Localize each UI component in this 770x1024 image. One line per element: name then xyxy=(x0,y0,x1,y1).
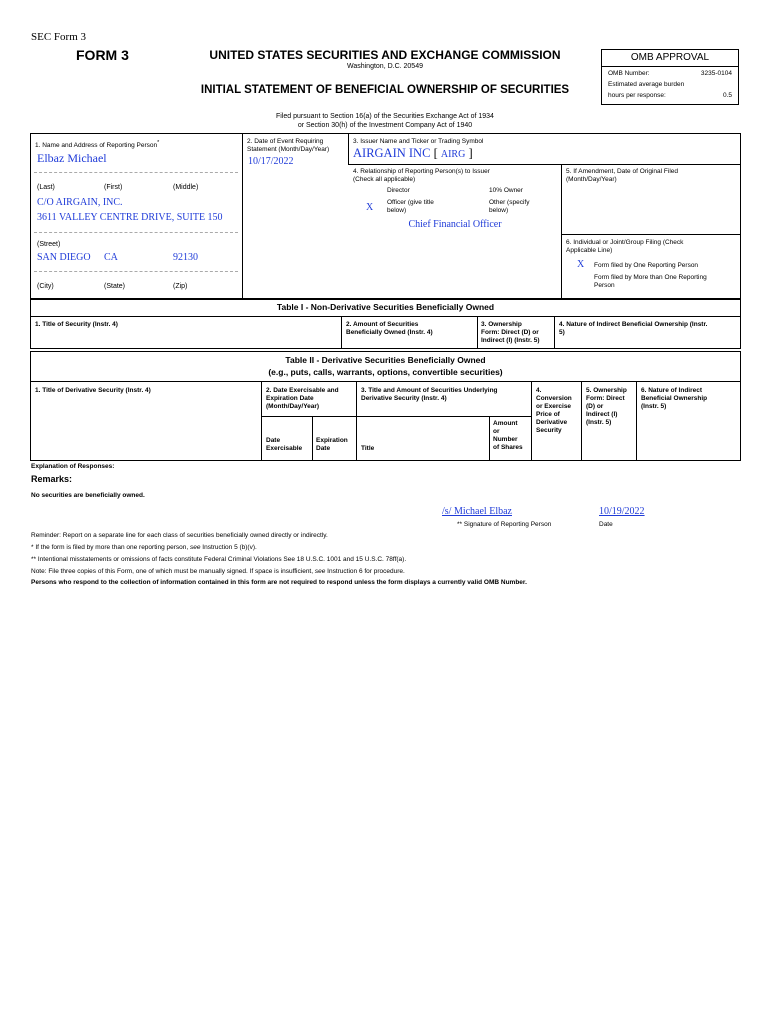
table1-col4-line1: 4. Nature of Indirect Beneficial Ownership (Instr. xyxy=(559,321,708,328)
box4-label-line2: (Check all applicable) xyxy=(353,176,416,183)
table2-col4-line2: Conversion xyxy=(536,395,572,402)
officer-label-line2: below) xyxy=(387,207,407,214)
signature-date: 10/19/2022 xyxy=(599,506,645,517)
omb-hours-value: 0.5 xyxy=(722,92,732,99)
table2-title-line2: (e.g., puts, calls, warrants, options, convertible securities) xyxy=(268,367,503,377)
omb-hours-label: hours per response: xyxy=(608,92,666,99)
amount-shares-line3: Number xyxy=(493,436,518,443)
officer-title: Chief Financial Officer xyxy=(408,219,502,230)
box6-label-line1: 6. Individual or Joint/Group Filing (Check xyxy=(566,239,684,246)
sec-form-label: SEC Form 3 xyxy=(31,31,87,43)
table2-col5-line3: (D) or xyxy=(586,403,604,410)
state-value: CA xyxy=(104,252,118,263)
multiple-persons-note: * If the form is filed by more than one reporting person, see Instruction 5 (b)(v). xyxy=(31,544,257,551)
amount-shares-line4: of Shares xyxy=(493,444,523,451)
table1-col4-line2: 5) xyxy=(559,329,565,336)
omb-approval-box xyxy=(601,49,739,105)
table2-col4-line3: or Exercise xyxy=(536,403,572,410)
table2-col6-line3: (Instr. 5) xyxy=(641,403,667,410)
filed-pursuant-line2: or Section 30(h) of the Investment Company Act of 1940 xyxy=(297,122,473,129)
table2-col5-line5: (Instr. 5) xyxy=(586,419,612,426)
table1-title: Table I - Non-Derivative Securities Beneficially Owned xyxy=(276,302,495,312)
table1-col1: 1. Title of Security (Instr. 4) xyxy=(35,321,118,328)
officer-checkmark: X xyxy=(366,202,374,213)
table1-col3-line2: Form: Direct (D) or xyxy=(481,329,539,336)
table2-col6-line2: Beneficial Ownership xyxy=(641,395,708,402)
table2-col3-line2: Derivative Security (Instr. 4) xyxy=(361,395,447,402)
table2-col4-line5: Derivative xyxy=(536,419,568,426)
zip-value: 92130 xyxy=(173,252,198,263)
remarks-text: No securities are beneficially owned. xyxy=(31,492,145,499)
table2-col4-line6: Security xyxy=(536,427,562,434)
amount-shares-line2: or xyxy=(493,428,500,435)
table2-col5-line1: 5. Ownership xyxy=(586,387,627,394)
table1-col3-line3: Indirect (I) (Instr. 5) xyxy=(481,337,540,344)
form-title: FORM 3 xyxy=(76,47,129,63)
table2-col5-line2: Form: Direct xyxy=(586,395,625,402)
box1-label: 1. Name and Address of Reporting Person* xyxy=(35,140,160,150)
multiple-persons-label-line1: Form filed by More than One Reporting xyxy=(594,274,707,281)
signature-label: ** Signature of Reporting Person xyxy=(457,521,552,528)
agency-name: UNITED STATES SECURITIES AND EXCHANGE COMMISSION xyxy=(209,48,561,62)
address-line1: C/O AIRGAIN, INC. xyxy=(37,197,123,208)
date-exercisable-line1: Date xyxy=(266,437,281,444)
remarks-label: Remarks: xyxy=(31,474,73,484)
box2-label-line2: Statement (Month/Day/Year) xyxy=(247,146,330,153)
state-label: (State) xyxy=(104,283,126,290)
copies-note: Note: File three copies of this Form, one of which must be manually signed. If space is insufficient, see Instruction 6 for procedure. xyxy=(31,568,405,575)
issuer-ticker: AIRG xyxy=(440,149,466,160)
city-label: (City) xyxy=(37,283,54,290)
date-exercisable-line2: Exercisable xyxy=(266,445,303,452)
table2-col2-line3: (Month/Day/Year) xyxy=(266,403,320,410)
criminal-violations-note: ** Intentional misstatements or omissions of facts constitute Federal Criminal Violations See 18 U.S.C. 1001 and 15 U.S.C. 78ff(a). xyxy=(31,556,407,563)
table2-col1: 1. Title of Derivative Security (Instr. 4) xyxy=(35,387,151,394)
issuer-line: AIRGAIN INC [ AIRG ] xyxy=(353,146,473,160)
expiration-date-line2: Date xyxy=(316,445,331,452)
box5-label-line2: (Month/Day/Year) xyxy=(566,176,617,183)
omb-collection-note: Persons who respond to the collection of information contained in this form are not required to respond unless the form displays a currently valid OMB Number. xyxy=(31,579,527,586)
last-label: (Last) xyxy=(37,184,55,191)
table2-col5-line4: Indirect (I) xyxy=(586,411,618,418)
omb-burden-label: Estimated average burden xyxy=(608,81,685,88)
table1-col2-line1: 2. Amount of Securities xyxy=(346,321,419,328)
signature: /s/ Michael Elbaz xyxy=(442,506,512,517)
underlying-title: Title xyxy=(361,445,375,452)
multiple-persons-label-line2: Person xyxy=(594,282,615,289)
table1-col2-line2: Beneficially Owned (Instr. 4) xyxy=(346,329,433,336)
omb-number: 3235-0104 xyxy=(700,70,732,77)
city-value: SAN DIEGO xyxy=(37,252,91,263)
other-label-line1: Other (specify xyxy=(489,199,530,206)
table2-title-line1: Table II - Derivative Securities Beneficially Owned xyxy=(285,355,486,365)
middle-label: (Middle) xyxy=(173,184,199,191)
date-label: Date xyxy=(599,521,613,528)
omb-title: OMB APPROVAL xyxy=(602,50,738,67)
zip-label: (Zip) xyxy=(173,283,188,290)
one-person-label: Form filed by One Reporting Person xyxy=(594,262,699,269)
reminder-note: Reminder: Report on a separate line for each class of securities beneficially owned directly or indirectly. xyxy=(31,532,328,539)
table2-col4-line4: Price of xyxy=(536,411,560,418)
table2-col3-line1: 3. Title and Amount of Securities Underlying xyxy=(361,387,498,394)
statement-title: INITIAL STATEMENT OF BENEFICIAL OWNERSHIP OF SECURITIES xyxy=(200,84,570,96)
table2-col4-line1: 4. xyxy=(536,387,542,394)
box4-label-line1: 4. Relationship of Reporting Person(s) to Issuer xyxy=(353,168,490,175)
agency-location: Washington, D.C. 20549 xyxy=(346,63,423,70)
one-person-checkmark: X xyxy=(577,259,585,270)
table1-col3-line1: 3. Ownership xyxy=(481,321,522,328)
event-date: 10/17/2022 xyxy=(248,156,294,167)
amount-shares-line1: Amount xyxy=(493,420,518,427)
ten-percent-label: 10% Owner xyxy=(489,187,523,194)
box6-label-line2: Applicable Line) xyxy=(566,247,613,254)
first-label: (First) xyxy=(104,184,123,191)
explanation-of-responses: Explanation of Responses: xyxy=(31,463,115,470)
table2-col2-line2: Expiration Date xyxy=(266,395,314,402)
omb-number-label: OMB Number: xyxy=(608,70,650,77)
table2-col6-line1: 6. Nature of Indirect xyxy=(641,387,703,394)
other-label-line2: below) xyxy=(489,207,509,214)
officer-label-line1: Officer (give title xyxy=(387,199,434,206)
table2-col2-line1: 2. Date Exercisable and xyxy=(266,387,339,394)
box2-label-line1: 2. Date of Event Requiring xyxy=(247,138,324,145)
box3-label: 3. Issuer Name and Ticker or Trading Symbol xyxy=(353,138,484,145)
box5-label-line1: 5. If Amendment, Date of Original Filed xyxy=(566,168,678,175)
filed-pursuant-line1: Filed pursuant to Section 16(a) of the Securities Exchange Act of 1934 xyxy=(276,113,494,120)
issuer-name: AIRGAIN INC xyxy=(353,146,431,160)
address-line2: 3611 VALLEY CENTRE DRIVE, SUITE 150 xyxy=(37,212,223,223)
director-label: Director xyxy=(387,187,410,194)
reporting-person-name: Elbaz Michael xyxy=(37,151,107,165)
expiration-date-line1: Expiration xyxy=(316,437,348,444)
street-label: (Street) xyxy=(37,241,61,248)
